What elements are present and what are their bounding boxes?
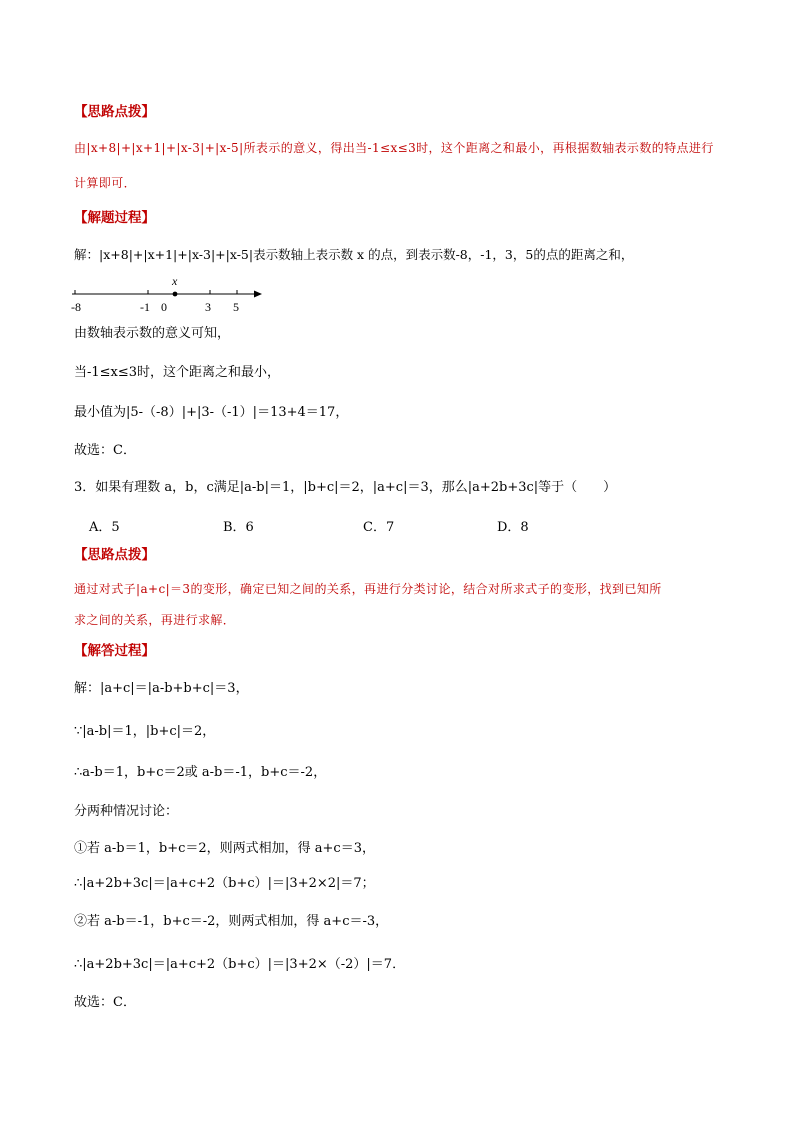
solution-line-3: 当-1≤x≤3时，这个距离之和最小， bbox=[74, 365, 281, 380]
option-a: A．5 bbox=[89, 520, 120, 535]
answer-line-2: 故选：C． bbox=[74, 995, 136, 1010]
solution-step: ②若 a-b＝-1，b+c＝-2，则两式相加，得 a+c＝-3， bbox=[74, 914, 389, 929]
solution-step: ①若 a-b＝1，b+c＝2，则两式相加，得 a+c＝3， bbox=[74, 841, 375, 856]
hint-text-line-1: 由|x+8|+|x+1|+|x-3|+|x-5|所表示的意义，得出当-1≤x≤3时，这个距离之和最小，再根据数轴表示数的特点进行 bbox=[74, 141, 714, 155]
answer-line-1: 故选：C． bbox=[74, 443, 136, 458]
solution-step: ∴|a+2b+3c|＝|a+c+2（b+c）|＝|3+2×（-2）|＝7． bbox=[74, 957, 406, 972]
tick-label: -8 bbox=[71, 300, 81, 314]
hint-heading-2: 【思路点拨】 bbox=[74, 547, 155, 563]
solution-step: 解：|a+c|＝|a-b+b+c|＝3， bbox=[74, 681, 249, 696]
number-line-figure bbox=[66, 272, 270, 316]
option-b: B．6 bbox=[223, 520, 254, 535]
tick-label: 3 bbox=[205, 300, 211, 314]
hint-heading-1: 【思路点拨】 bbox=[74, 104, 155, 120]
point-x-label: x bbox=[172, 274, 178, 288]
solution-step: 分两种情况讨论： bbox=[74, 804, 179, 819]
hint-text-line-2: 计算即可． bbox=[74, 176, 137, 190]
hint-text-line-3: 通过对式子|a+c|＝3的变形，确定已知之间的关系，再进行分类讨论，结合对所求式子的变形，找到已知所 bbox=[74, 582, 662, 596]
hint-text-line-4: 求之间的关系，再进行求解． bbox=[74, 613, 236, 627]
tick-label: -1 bbox=[140, 300, 150, 314]
solution-line-1: 解：|x+8|+|x+1|+|x-3|+|x-5|表示数轴上表示数 x 的点，到表示数-8，-1，3，5的点的距离之和， bbox=[74, 247, 634, 262]
solution-heading-1: 【解题过程】 bbox=[74, 210, 155, 226]
solution-line-2: 由数轴表示数的意义可知， bbox=[74, 326, 231, 341]
solution-step: ∵|a-b|＝1，|b+c|＝2， bbox=[74, 724, 216, 739]
tick-label: 5 bbox=[233, 300, 239, 314]
option-d: D．8 bbox=[497, 520, 529, 535]
solution-line-4: 最小值为|5-（-8）|+|3-（-1）|＝13+4＝17， bbox=[74, 405, 349, 420]
question-3-stem: 3．如果有理数 a，b，c满足|a-b|＝1，|b+c|＝2，|a+c|＝3，那么|a+2b+3c|等于（ ） bbox=[74, 480, 617, 495]
tick-label: 0 bbox=[161, 300, 167, 314]
number-line-arrow bbox=[254, 291, 262, 298]
solution-heading-2: 【解答过程】 bbox=[74, 643, 155, 659]
point-x-dot bbox=[173, 292, 178, 297]
solution-step: ∴|a+2b+3c|＝|a+c+2（b+c）|＝|3+2×2|＝7； bbox=[74, 876, 375, 891]
solution-step: ∴a-b＝1，b+c＝2或 a-b＝-1，b+c＝-2， bbox=[74, 765, 327, 780]
option-c: C．7 bbox=[363, 520, 395, 535]
